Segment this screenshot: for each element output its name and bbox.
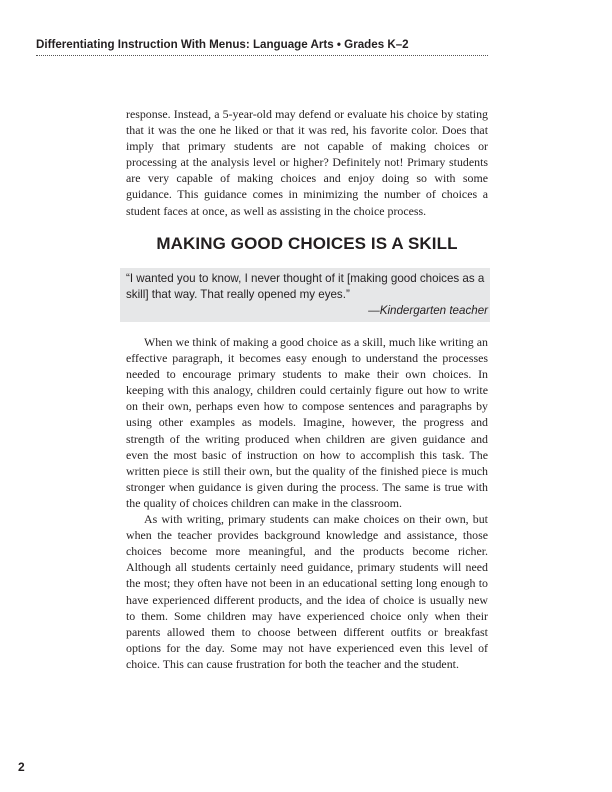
pull-quote-attribution: —Kindergarten teacher — [368, 303, 488, 317]
page-number: 2 — [18, 760, 25, 774]
body-paragraph-1: When we think of making a good choice as a skill, much like writing an effective paragraph, it becomes easy enough to understand the processes needed to encourage primary students to make their own choices. In keeping with this analogy, children could certainly figure out how to write on their own, perhaps even how to compose sentences and paragraphs by using other examples as models. Imagine, however, the progress and strength of the writing produced when children are given guidance and even the most basic of instruction on how to accomplish this task. The written piece is still their own, but the quality of the finished piece is much stronger when guidance is given during the process. The same is true with the quality of choices children can make in the classroom. — [126, 335, 488, 510]
pull-quote-box — [120, 268, 490, 322]
header-dotted-rule — [36, 55, 488, 56]
body-paragraph-2: As with writing, primary students can make choices on their own, but when the teacher provides background knowledge and assistance, those choices become more meaningful, and the products become richer. Although all students certainly need guidance, primary students will need the most; they often have not been in an educational setting long enough to have experienced different products, and the idea of choice is usually new to them. Some children may have experienced choice only when their parents allowed them to choose between different outfits or breakfast options for the day. Some may not have experienced even this level of choice. This can cause frustration for both the teacher and the student. — [126, 512, 488, 671]
running-head: Differentiating Instruction With Menus: Language Arts • Grades K–2 — [36, 38, 409, 51]
intro-text-block — [126, 106, 488, 219]
pull-quote-text: “I wanted you to know, I never thought of it [making good choices as a skill] that way. That really opened my eyes.” — [126, 272, 485, 301]
section-body-text — [126, 334, 488, 672]
intro-paragraph: response. Instead, a 5-year-old may defend or evaluate his choice by stating that it was the one he liked or that it was red, his favorite color. Does that imply that primary students are not capable of making choices or processing at the analysis level or higher? Definitely not! Primary students are very capable of making choices and enjoy doing so with some guidance. This guidance comes in minimizing the number of choices a student faces at once, as well as assisting in the choice process. — [126, 107, 488, 218]
section-heading: MAKING GOOD CHOICES IS A SKILL — [156, 234, 458, 253]
